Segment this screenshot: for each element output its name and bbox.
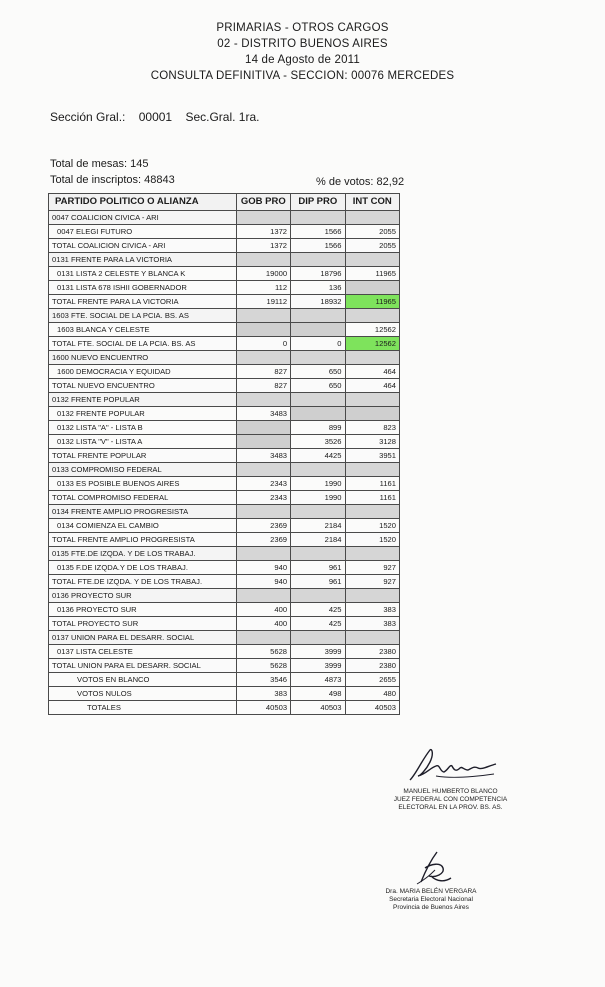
int-votes-cell: 480: [345, 687, 400, 701]
dip-votes-cell: 136: [291, 281, 345, 295]
gob-votes-cell: 0: [236, 337, 290, 351]
signature-secretary-office: Provincia de Buenos Aires: [393, 904, 469, 911]
consulta-line: CONSULTA DEFINITIVA - SECCION: 00076 MERCEDES: [150, 70, 455, 82]
signature-secretary-title: Secretaria Electoral Nacional: [389, 896, 473, 903]
handwritten-signature-icon: [391, 848, 471, 888]
dip-votes-cell: [291, 211, 345, 225]
gob-votes-cell: [236, 253, 290, 267]
party-name-cell: TOTAL NUEVO ENCUENTRO: [49, 379, 237, 393]
int-votes-cell: 1161: [345, 491, 400, 505]
dip-votes-cell: 961: [291, 575, 345, 589]
dip-votes-cell: [291, 253, 345, 267]
dip-votes-cell: 40503: [291, 701, 345, 715]
gob-votes-cell: 5628: [236, 645, 290, 659]
gob-votes-cell: 1372: [236, 225, 290, 239]
party-name-cell: TOTAL FRENTE POPULAR: [49, 449, 237, 463]
total-row: [49, 379, 400, 393]
summary-row: [49, 687, 400, 701]
seccion-label: Sección Gral.:: [50, 110, 126, 124]
dip-votes-cell: 1990: [291, 491, 345, 505]
gob-votes-cell: 3483: [236, 449, 290, 463]
party-name-cell: 0132 FRENTE POPULAR: [49, 407, 237, 421]
party-name-cell: 0134 FRENTE AMPLIO PROGRESISTA: [49, 505, 237, 519]
dip-votes-cell: 650: [291, 379, 345, 393]
dip-votes-cell: 1566: [291, 239, 345, 253]
dip-votes-cell: 1566: [291, 225, 345, 239]
gob-votes-cell: 112: [236, 281, 290, 295]
party-name-cell: 0047 ELEGI FUTURO: [49, 225, 237, 239]
party-name-cell: 1603 BLANCA Y CELESTE: [49, 323, 237, 337]
list-row: [49, 519, 400, 533]
dip-votes-cell: [291, 505, 345, 519]
total-row: [49, 575, 400, 589]
gob-votes-cell: [236, 547, 290, 561]
party-name-cell: 1600 NUEVO ENCUENTRO: [49, 351, 237, 365]
dip-votes-cell: 2184: [291, 519, 345, 533]
gob-votes-cell: 940: [236, 561, 290, 575]
total-inscriptos: Total de inscriptos: 48843: [50, 174, 175, 186]
signature-judge-office: ELECTORAL EN LA PROV. BS. AS.: [398, 804, 503, 811]
dip-votes-cell: 3999: [291, 645, 345, 659]
dip-votes-cell: [291, 631, 345, 645]
gob-votes-cell: 3483: [236, 407, 290, 421]
gob-votes-cell: 19000: [236, 267, 290, 281]
gob-votes-cell: [236, 309, 290, 323]
party-name-cell: 0133 COMPROMISO FEDERAL: [49, 463, 237, 477]
district-line: 02 - DISTRITO BUENOS AIRES: [217, 38, 388, 50]
total-row: [49, 701, 400, 715]
int-votes-cell: 40503: [345, 701, 400, 715]
total-row: [49, 239, 400, 253]
party-name-cell: 0136 PROYECTO SUR: [49, 603, 237, 617]
list-row: [49, 225, 400, 239]
int-votes-cell: 1520: [345, 519, 400, 533]
total-mesas: Total de mesas: 145: [50, 158, 149, 170]
list-row: [49, 267, 400, 281]
party-group-row: [49, 547, 400, 561]
gob-votes-cell: 940: [236, 575, 290, 589]
int-votes-cell: 11965: [345, 267, 400, 281]
total-row: [49, 533, 400, 547]
party-name-cell: 0135 FTE.DE IZQDA. Y DE LOS TRABAJ.: [49, 547, 237, 561]
party-name-cell: 1600 DEMOCRACIA Y EQUIDAD: [49, 365, 237, 379]
int-votes-cell: [345, 407, 400, 421]
int-votes-cell: [345, 631, 400, 645]
party-name-cell: 0131 LISTA 678 ISHII GOBERNADOR: [49, 281, 237, 295]
party-name-cell: 0132 LISTA "V" - LISTA A: [49, 435, 237, 449]
col-header-gob: GOB PRO: [236, 194, 290, 211]
party-group-row: [49, 309, 400, 323]
report-title: PRIMARIAS - OTROS CARGOS: [216, 22, 389, 34]
col-header-dip: DIP PRO: [291, 194, 345, 211]
list-row: [49, 407, 400, 421]
signature-judge: [388, 740, 513, 812]
int-votes-cell: 383: [345, 617, 400, 631]
int-votes-cell: [345, 463, 400, 477]
list-row: [49, 421, 400, 435]
signature-judge-name: MANUEL HUMBERTO BLANCO: [403, 788, 498, 795]
dip-votes-cell: 1990: [291, 477, 345, 491]
party-name-cell: 0131 LISTA 2 CELESTE Y BLANCA K: [49, 267, 237, 281]
int-votes-cell: 383: [345, 603, 400, 617]
list-row: [49, 323, 400, 337]
total-row: [49, 337, 400, 351]
gob-votes-cell: 827: [236, 379, 290, 393]
gob-votes-cell: [236, 463, 290, 477]
dip-votes-cell: [291, 547, 345, 561]
dip-votes-cell: [291, 589, 345, 603]
seccion-line: [50, 110, 269, 124]
list-row: [49, 645, 400, 659]
gob-votes-cell: 19112: [236, 295, 290, 309]
list-row: [49, 365, 400, 379]
party-name-cell: VOTOS NULOS: [49, 687, 237, 701]
int-votes-cell: [345, 281, 400, 295]
signature-secretary-name: Dra. MARIA BELÉN VERGARA: [385, 888, 477, 895]
party-name-cell: 1603 FTE. SOCIAL DE LA PCIA. BS. AS: [49, 309, 237, 323]
dip-votes-cell: 498: [291, 687, 345, 701]
int-votes-cell: 3128: [345, 435, 400, 449]
gob-votes-cell: [236, 421, 290, 435]
party-name-cell: TOTAL FRENTE PARA LA VICTORIA: [49, 295, 237, 309]
party-name-cell: TOTALES: [49, 701, 237, 715]
int-votes-cell: 823: [345, 421, 400, 435]
party-name-cell: 0047 COALICION CIVICA - ARI: [49, 211, 237, 225]
gob-votes-cell: 40503: [236, 701, 290, 715]
int-votes-cell: [345, 547, 400, 561]
list-row: [49, 603, 400, 617]
col-header-partido: PARTIDO POLITICO O ALIANZA: [49, 194, 237, 211]
dip-votes-cell: [291, 393, 345, 407]
party-name-cell: 0135 F.DE IZQDA.Y DE LOS TRABAJ.: [49, 561, 237, 575]
gob-votes-cell: 400: [236, 617, 290, 631]
party-name-cell: 0137 LISTA CELESTE: [49, 645, 237, 659]
porcentaje-votos: % de votos: 82,92: [316, 176, 405, 188]
party-name-cell: 0132 FRENTE POPULAR: [49, 393, 237, 407]
party-name-cell: TOTAL UNION PARA EL DESARR. SOCIAL: [49, 659, 237, 673]
signature-secretary: [366, 848, 496, 912]
int-votes-cell: [345, 393, 400, 407]
party-group-row: [49, 393, 400, 407]
gob-votes-cell: 827: [236, 365, 290, 379]
dip-votes-cell: 2184: [291, 533, 345, 547]
party-name-cell: TOTAL FRENTE AMPLIO PROGRESISTA: [49, 533, 237, 547]
int-votes-cell: 927: [345, 561, 400, 575]
dip-votes-cell: 4425: [291, 449, 345, 463]
party-name-cell: 0136 PROYECTO SUR: [49, 589, 237, 603]
int-votes-cell: 1520: [345, 533, 400, 547]
list-row: [49, 281, 400, 295]
party-name-cell: 0133 ES POSIBLE BUENOS AIRES: [49, 477, 237, 491]
gob-votes-cell: [236, 351, 290, 365]
gob-votes-cell: 1372: [236, 239, 290, 253]
int-votes-cell: [345, 589, 400, 603]
gob-votes-cell: 400: [236, 603, 290, 617]
party-name-cell: TOTAL FTE.DE IZQDA. Y DE LOS TRABAJ.: [49, 575, 237, 589]
party-group-row: [49, 351, 400, 365]
party-name-cell: TOTAL COMPROMISO FEDERAL: [49, 491, 237, 505]
int-votes-cell: 464: [345, 379, 400, 393]
list-row: [49, 435, 400, 449]
int-votes-cell: 2655: [345, 673, 400, 687]
party-group-row: [49, 463, 400, 477]
dip-votes-cell: 18932: [291, 295, 345, 309]
gob-votes-cell: [236, 589, 290, 603]
list-row: [49, 561, 400, 575]
table-header-row: [49, 194, 400, 211]
int-votes-cell: 2055: [345, 239, 400, 253]
dip-votes-cell: 899: [291, 421, 345, 435]
int-votes-cell: 927: [345, 575, 400, 589]
dip-votes-cell: [291, 463, 345, 477]
gob-votes-cell: 2369: [236, 533, 290, 547]
gob-votes-cell: [236, 631, 290, 645]
dip-votes-cell: 3999: [291, 659, 345, 673]
gob-votes-cell: 5628: [236, 659, 290, 673]
gob-votes-cell: 2343: [236, 491, 290, 505]
dip-votes-cell: 18796: [291, 267, 345, 281]
int-votes-cell: [345, 211, 400, 225]
total-row: [49, 449, 400, 463]
int-votes-cell: 2380: [345, 645, 400, 659]
party-group-row: [49, 589, 400, 603]
dip-votes-cell: 425: [291, 617, 345, 631]
seccion-name: Sec.Gral. 1ra.: [185, 110, 260, 124]
int-votes-cell: 12562: [345, 337, 400, 351]
party-group-row: [49, 211, 400, 225]
party-name-cell: 0131 FRENTE PARA LA VICTORIA: [49, 253, 237, 267]
party-name-cell: 0137 UNION PARA EL DESARR. SOCIAL: [49, 631, 237, 645]
handwritten-signature-icon: [396, 740, 506, 788]
total-row: [49, 295, 400, 309]
dip-votes-cell: [291, 407, 345, 421]
dip-votes-cell: [291, 351, 345, 365]
int-votes-cell: [345, 253, 400, 267]
list-row: [49, 477, 400, 491]
int-votes-cell: 3951: [345, 449, 400, 463]
party-group-row: [49, 631, 400, 645]
dip-votes-cell: 650: [291, 365, 345, 379]
dip-votes-cell: [291, 323, 345, 337]
summary-row: [49, 673, 400, 687]
gob-votes-cell: [236, 323, 290, 337]
col-header-int: INT CON: [345, 194, 400, 211]
party-name-cell: VOTOS EN BLANCO: [49, 673, 237, 687]
int-votes-cell: 12562: [345, 323, 400, 337]
date-line: 14 de Agosto de 2011: [244, 54, 361, 66]
int-votes-cell: 1161: [345, 477, 400, 491]
int-votes-cell: 11965: [345, 295, 400, 309]
int-votes-cell: 464: [345, 365, 400, 379]
total-row: [49, 491, 400, 505]
gob-votes-cell: [236, 211, 290, 225]
gob-votes-cell: 2369: [236, 519, 290, 533]
int-votes-cell: 2380: [345, 659, 400, 673]
party-name-cell: 0132 LISTA "A" - LISTA B: [49, 421, 237, 435]
int-votes-cell: [345, 351, 400, 365]
gob-votes-cell: [236, 505, 290, 519]
dip-votes-cell: 4873: [291, 673, 345, 687]
signature-judge-title: JUEZ FEDERAL CON COMPETENCIA: [393, 796, 508, 803]
party-group-row: [49, 253, 400, 267]
party-name-cell: 0134 COMIENZA EL CAMBIO: [49, 519, 237, 533]
total-row: [49, 617, 400, 631]
int-votes-cell: [345, 309, 400, 323]
gob-votes-cell: [236, 435, 290, 449]
dip-votes-cell: 961: [291, 561, 345, 575]
party-name-cell: TOTAL PROYECTO SUR: [49, 617, 237, 631]
party-group-row: [49, 505, 400, 519]
int-votes-cell: [345, 505, 400, 519]
dip-votes-cell: 0: [291, 337, 345, 351]
dip-votes-cell: 425: [291, 603, 345, 617]
party-name-cell: TOTAL FTE. SOCIAL DE LA PCIA. BS. AS: [49, 337, 237, 351]
total-row: [49, 659, 400, 673]
party-name-cell: TOTAL COALICION CIVICA - ARI: [49, 239, 237, 253]
gob-votes-cell: 3546: [236, 673, 290, 687]
dip-votes-cell: 3526: [291, 435, 345, 449]
gob-votes-cell: 383: [236, 687, 290, 701]
results-table: [48, 193, 400, 715]
gob-votes-cell: [236, 393, 290, 407]
seccion-code: 00001: [138, 110, 173, 124]
gob-votes-cell: 2343: [236, 477, 290, 491]
int-votes-cell: 2055: [345, 225, 400, 239]
dip-votes-cell: [291, 309, 345, 323]
